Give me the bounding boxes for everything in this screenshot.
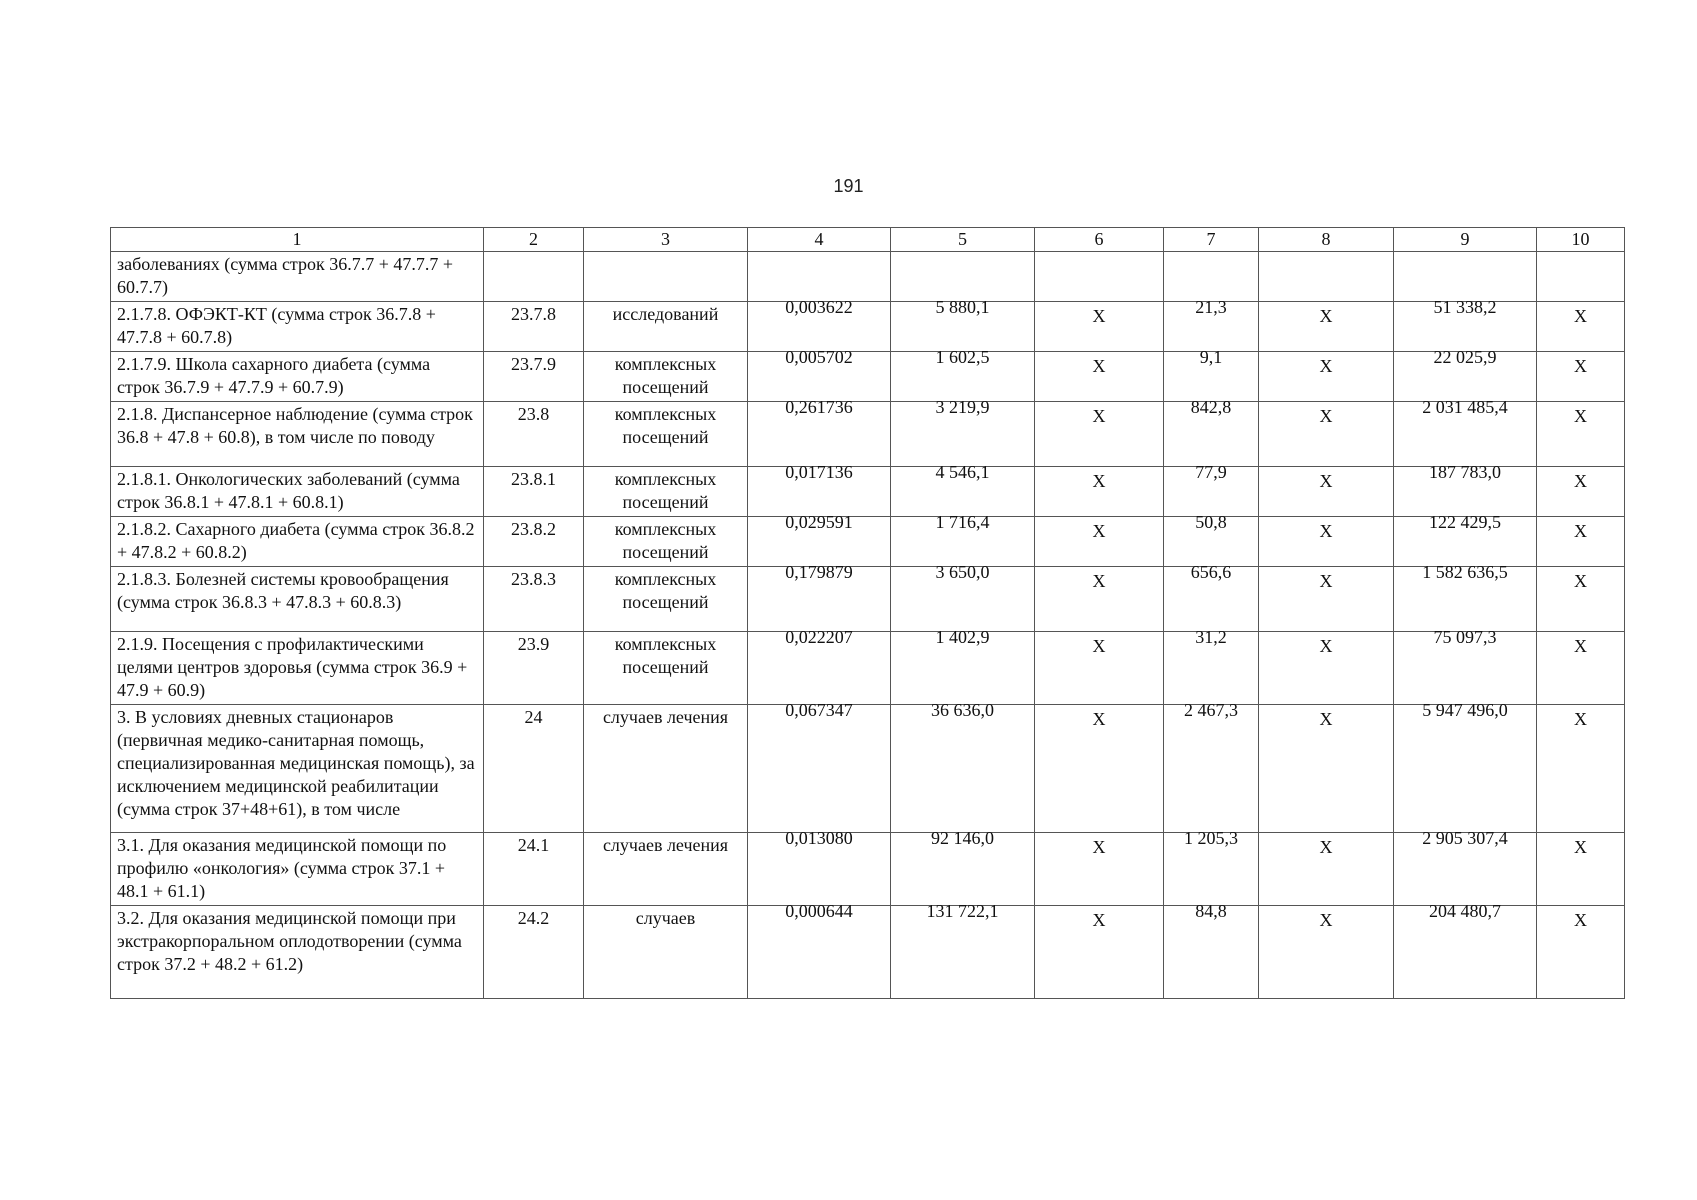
cell-col-9: [1394, 462, 1537, 517]
cell-col-6: [1035, 705, 1164, 833]
cell-col-5: [891, 252, 1035, 302]
cell-col-4-value: 0,003622: [785, 297, 853, 317]
column-header: 4: [748, 228, 891, 252]
cell-col-9-value: 2 031 485,4: [1422, 397, 1508, 417]
cell-row-code: 23.8.1: [484, 467, 584, 517]
cell-description: заболеваниях (сумма строк 36.7.7 + 47.7.7 + 60.7.7): [111, 252, 484, 302]
cell-col-10: [1537, 352, 1625, 402]
cell-col-8: [1259, 517, 1394, 567]
cell-col-8-value: X: [1319, 471, 1333, 491]
table-row: [111, 302, 1625, 352]
cell-col-10-value: X: [1574, 471, 1587, 491]
cell-col-5-value: 1 716,4: [935, 512, 990, 532]
cell-row-code: 23.7.9: [484, 352, 584, 402]
cell-col-6-value: X: [1092, 406, 1106, 426]
cell-col-6: [1035, 632, 1164, 705]
cell-description: 2.1.8.3. Болезней системы кровообращения (сумма строк 36.8.3 + 47.8.3 + 60.8.3): [111, 567, 484, 632]
cell-col-6: [1035, 906, 1164, 999]
cell-col-8-value: X: [1319, 636, 1333, 656]
cell-col-4: [748, 397, 891, 467]
table-header-row: [111, 228, 1625, 252]
cell-row-code: 24.1: [484, 833, 584, 906]
cell-unit: комплексных посещений: [584, 567, 748, 632]
cell-col-10-value: X: [1574, 306, 1587, 326]
cell-col-7: [1164, 252, 1259, 302]
table-row: [111, 906, 1625, 999]
cell-col-7: [1164, 627, 1259, 705]
cell-col-10-value: X: [1574, 571, 1587, 591]
cell-col-9-value: 2 905 307,4: [1422, 828, 1508, 848]
cell-col-6-value: X: [1092, 636, 1106, 656]
cell-col-9-value: 122 429,5: [1429, 512, 1501, 532]
cell-col-9: [1394, 297, 1537, 352]
table-row: [111, 632, 1625, 705]
cell-col-7: [1164, 462, 1259, 517]
cell-unit: исследований: [584, 302, 748, 352]
cell-col-9: [1394, 828, 1537, 906]
cell-col-6: [1035, 302, 1164, 352]
cell-col-6-value: X: [1092, 571, 1106, 591]
cell-col-5: [891, 297, 1035, 352]
cell-col-8-value: X: [1319, 910, 1333, 930]
cell-col-4-value: 0,013080: [785, 828, 853, 848]
cell-col-5: [891, 397, 1035, 467]
cell-col-4-value: 0,261736: [785, 397, 853, 417]
cell-col-4-value: 0,000644: [785, 901, 853, 921]
column-header: 7: [1164, 228, 1259, 252]
cell-col-9: [1394, 700, 1537, 833]
cell-description: 3.2. Для оказания медицинской помощи при экстракорпоральном оплодотворении (сумма строк 37.2 + 48.2 + 61.2): [111, 906, 484, 999]
column-header: 8: [1259, 228, 1394, 252]
cell-col-7: [1164, 512, 1259, 567]
cell-col-9: [1394, 512, 1537, 567]
table-row: [111, 467, 1625, 517]
cell-col-4-value: 0,179879: [785, 562, 853, 582]
cell-col-9-value: 1 582 636,5: [1422, 562, 1508, 582]
table-row: [111, 402, 1625, 467]
cell-col-5-value: 3 650,0: [935, 562, 990, 582]
cell-col-4: [748, 297, 891, 352]
table-row: [111, 567, 1625, 632]
cell-col-10: [1537, 467, 1625, 517]
cell-description: 2.1.8.1. Онкологических заболеваний (сумма строк 36.8.1 + 47.8.1 + 60.8.1): [111, 467, 484, 517]
cell-col-10: [1537, 567, 1625, 632]
cell-row-code: 24.2: [484, 906, 584, 999]
cell-col-10: [1537, 705, 1625, 833]
cell-col-6: [1035, 517, 1164, 567]
cell-col-8-value: X: [1319, 837, 1333, 857]
cell-col-4-value: 0,017136: [785, 462, 853, 482]
column-header: 2: [484, 228, 584, 252]
cell-col-10: [1537, 906, 1625, 999]
cell-col-8-value: X: [1319, 306, 1333, 326]
cell-col-7-value: 9,1: [1199, 347, 1223, 367]
cell-col-8: [1259, 632, 1394, 705]
cell-row-code: 23.7.8: [484, 302, 584, 352]
cell-col-5-value: 36 636,0: [931, 700, 994, 720]
cell-col-8-value: X: [1319, 521, 1333, 541]
cell-row-code: 23.8.2: [484, 517, 584, 567]
cell-col-10-value: X: [1574, 636, 1587, 656]
column-header: 10: [1537, 228, 1625, 252]
cell-unit: комплексных посещений: [584, 517, 748, 567]
cell-col-6-value: X: [1092, 709, 1106, 729]
cell-col-4-value: 0,005702: [785, 347, 853, 367]
cell-col-8: [1259, 906, 1394, 999]
cell-col-10: [1537, 517, 1625, 567]
cell-col-5-value: 4 546,1: [935, 462, 990, 482]
cell-col-7-value: 842,8: [1190, 397, 1232, 417]
cell-col-4: [748, 347, 891, 402]
cell-col-8: [1259, 352, 1394, 402]
cell-col-7: [1164, 297, 1259, 352]
cell-col-4-value: 0,067347: [785, 700, 853, 720]
cell-col-6: [1035, 252, 1164, 302]
cell-col-10-value: X: [1574, 521, 1587, 541]
cell-unit: [584, 252, 748, 302]
cell-col-10-value: X: [1574, 837, 1587, 857]
column-header: 3: [584, 228, 748, 252]
cell-col-9-value: 204 480,7: [1429, 901, 1501, 921]
cell-unit: случаев лечения: [584, 833, 748, 906]
cell-description: 3.1. Для оказания медицинской помощи по профилю «онкология» (сумма строк 37.1 + 48.1 + 61.1): [111, 833, 484, 906]
cell-col-7-value: 21,3: [1195, 297, 1227, 317]
cell-description: 2.1.7.8. ОФЭКТ-КТ (сумма строк 36.7.8 + 47.7.8 + 60.7.8): [111, 302, 484, 352]
table-row: [111, 705, 1625, 833]
cell-unit: комплексных посещений: [584, 402, 748, 467]
cell-col-8: [1259, 833, 1394, 906]
cell-col-5-value: 1 602,5: [935, 347, 990, 367]
cell-unit: комплексных посещений: [584, 467, 748, 517]
table-body: [111, 228, 1625, 999]
cell-col-8: [1259, 567, 1394, 632]
cell-col-7: [1164, 562, 1259, 632]
cell-col-6-value: X: [1092, 306, 1106, 326]
cell-unit: комплексных посещений: [584, 632, 748, 705]
cell-description: 3. В условиях дневных стационаров (первичная медико-санитарная помощь, специализированная медицинская помощь), за исключением медицинской реабилитации (сумма строк 37+48+61), в том числе: [111, 705, 484, 833]
cell-col-5: [891, 512, 1035, 567]
cell-col-8-value: X: [1319, 571, 1333, 591]
cell-col-8-value: X: [1319, 356, 1333, 376]
table-row: [111, 833, 1625, 906]
cell-description: 2.1.9. Посещения с профилактическими целями центров здоровья (сумма строк 36.9 + 47.9 + 60.9): [111, 632, 484, 705]
cell-col-5: [891, 627, 1035, 705]
cell-col-9: [1394, 397, 1537, 467]
cell-col-9: [1394, 562, 1537, 632]
cell-col-6: [1035, 567, 1164, 632]
cell-col-9-value: 51 338,2: [1433, 297, 1497, 317]
cell-col-6-value: X: [1092, 910, 1106, 930]
cell-col-10-value: X: [1574, 910, 1587, 930]
cell-col-5-value: 92 146,0: [931, 828, 994, 848]
cell-col-7: [1164, 347, 1259, 402]
cell-row-code: 24: [484, 705, 584, 833]
cell-col-5-value: 1 402,9: [935, 627, 990, 647]
cell-col-8-value: X: [1319, 406, 1333, 426]
cell-col-9: [1394, 627, 1537, 705]
cell-col-10: [1537, 402, 1625, 467]
cell-col-6: [1035, 352, 1164, 402]
cell-col-4: [748, 252, 891, 302]
table-row: [111, 352, 1625, 402]
cell-col-8: [1259, 302, 1394, 352]
column-header: 9: [1394, 228, 1537, 252]
cell-unit: случаев лечения: [584, 705, 748, 833]
cell-col-7-value: 1 205,3: [1184, 828, 1238, 848]
cell-col-9-value: 5 947 496,0: [1422, 700, 1508, 720]
cell-col-4: [748, 562, 891, 632]
cell-col-5: [891, 347, 1035, 402]
cell-col-7: [1164, 828, 1259, 906]
cell-col-8: [1259, 467, 1394, 517]
cell-col-4: [748, 512, 891, 567]
cell-col-10-value: X: [1574, 709, 1587, 729]
cell-col-8: [1259, 402, 1394, 467]
cell-col-4: [748, 828, 891, 906]
cell-col-5: [891, 828, 1035, 906]
cell-col-4: [748, 462, 891, 517]
column-header: 5: [891, 228, 1035, 252]
column-header: 6: [1035, 228, 1164, 252]
cell-col-7: [1164, 901, 1259, 999]
cell-col-5-value: 3 219,9: [935, 397, 990, 417]
cell-col-10: [1537, 302, 1625, 352]
cell-col-8-value: X: [1319, 709, 1333, 729]
cell-col-7: [1164, 397, 1259, 467]
cell-col-4-value: 0,029591: [785, 512, 853, 532]
cell-col-7-value: 656,6: [1190, 562, 1232, 582]
data-table: [110, 227, 1625, 999]
cell-col-10: [1537, 632, 1625, 705]
cell-col-4: [748, 700, 891, 833]
table-row: [111, 252, 1625, 302]
table-row: [111, 517, 1625, 567]
cell-description: 2.1.7.9. Школа сахарного диабета (сумма строк 36.7.9 + 47.7.9 + 60.7.9): [111, 352, 484, 402]
cell-col-5: [891, 700, 1035, 833]
cell-col-6-value: X: [1092, 356, 1106, 376]
cell-col-9-value: 75 097,3: [1433, 627, 1497, 647]
cell-col-7: [1164, 700, 1259, 833]
cell-col-8: [1259, 252, 1394, 302]
cell-unit: случаев: [584, 906, 748, 999]
cell-col-7-value: 84,8: [1195, 901, 1227, 921]
cell-col-4-value: 0,022207: [785, 627, 853, 647]
cell-description: 2.1.8.2. Сахарного диабета (сумма строк 36.8.2 + 47.8.2 + 60.8.2): [111, 517, 484, 567]
cell-col-5: [891, 562, 1035, 632]
cell-col-10: [1537, 252, 1625, 302]
cell-col-6-value: X: [1092, 837, 1106, 857]
cell-col-4: [748, 901, 891, 999]
cell-col-10-value: X: [1574, 356, 1587, 376]
cell-col-5: [891, 462, 1035, 517]
cell-col-7-value: 50,8: [1195, 512, 1227, 532]
column-header: 1: [111, 228, 484, 252]
cell-col-10: [1537, 833, 1625, 906]
cell-col-5: [891, 901, 1035, 999]
cell-col-10-value: X: [1574, 406, 1587, 426]
cell-row-code: [484, 252, 584, 302]
cell-col-8: [1259, 705, 1394, 833]
cell-description: 2.1.8. Диспансерное наблюдение (сумма строк 36.8 + 47.8 + 60.8), в том числе по поводу: [111, 402, 484, 467]
cell-col-6: [1035, 402, 1164, 467]
cell-col-6-value: X: [1092, 521, 1106, 541]
cell-col-9-value: 22 025,9: [1433, 347, 1497, 367]
cell-col-4: [748, 627, 891, 705]
cell-col-5-value: 5 880,1: [935, 297, 990, 317]
cell-col-6-value: X: [1092, 471, 1106, 491]
cell-col-7-value: 77,9: [1195, 462, 1227, 482]
cell-col-9: [1394, 252, 1537, 302]
cell-col-6: [1035, 833, 1164, 906]
cell-col-7-value: 2 467,3: [1184, 700, 1238, 720]
cell-col-7-value: 31,2: [1195, 627, 1227, 647]
page-number: 191: [833, 176, 864, 196]
cell-col-9: [1394, 901, 1537, 999]
cell-row-code: 23.8.3: [484, 567, 584, 632]
cell-col-9-value: 187 783,0: [1429, 462, 1501, 482]
cell-unit: комплексных посещений: [584, 352, 748, 402]
cell-col-5-value: 131 722,1: [926, 901, 999, 921]
cell-row-code: 23.8: [484, 402, 584, 467]
cell-col-9: [1394, 347, 1537, 402]
cell-row-code: 23.9: [484, 632, 584, 705]
cell-col-6: [1035, 467, 1164, 517]
